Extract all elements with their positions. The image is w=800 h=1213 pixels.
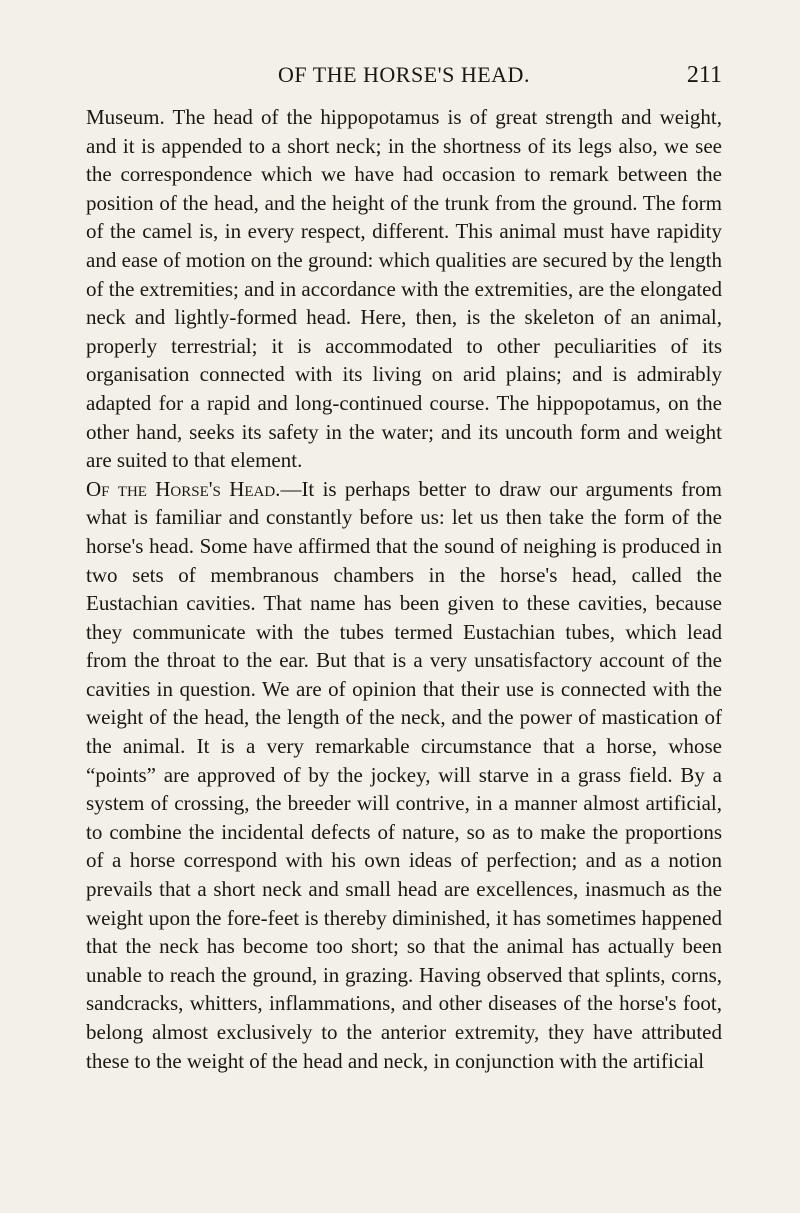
section-heading: Of the Horse's Head. [86, 476, 281, 501]
paragraph-museum: Museum. The head of the hippopotamus is of great strength and weight, and it is appended to a short neck; in the shortness of its legs also, we see the correspondence which we have had occasion to remark between the position of the head, and the height of the trunk from the ground. The form of the camel is, in every respect, different. This animal must have rapidity and ease of motion on the ground: which qualities are secured by the length of the extremities; and in accordance with the extremities, are the elongated neck and lightly-formed head. Here, then, is the skeleton of an animal, properly terrestrial; it is accommodated to other peculiarities of its organisation connected with its living on arid plains; and is admirably adapted for a rapid and long-continued course. The hippopotamus, on the other hand, seeks its safety in the water; and its uncouth form and weight are suited to that element. [86, 105, 722, 473]
running-title: OF THE HORSE'S HEAD. [278, 62, 530, 87]
body-text [86, 103, 722, 1075]
page-number: 211 [686, 62, 722, 88]
paragraph-horses-head [86, 475, 722, 1075]
paragraph-text: —It is perhaps better to draw our arguments from what is familiar and constantly before us: let us then take the form of the horse's head. Some have affirmed that the sound of neighing is produced in two sets of membranous chambers in the horse's head, called the Eustachian cavities. That name has been given to these cavities, because they communicate with the tubes termed Eustachian tubes, which lead from the throat to the ear. But that is a very unsatisfactory account of the cavities in question. We are of opinion that their use is connected with the weight of the head, the length of the neck, and the power of mastication of the animal. It is a very remarkable circumstance that a horse, whose “points” are approved of by the jockey, will starve in a grass field. By a system of crossing, the breeder will contrive, in a manner almost artificial, to combine the incidental defects of nature, so as to make the proportions of a horse correspond with his own ideas of perfection; and as a notion prevails that a short neck and small head are excellences, inasmuch as the weight upon the fore-feet is thereby diminished, it has sometimes happened that the neck has become too short; so that the animal has actually been unable to reach the ground, in grazing. Having observed that splints, corns, sandcracks, whitters, inflammations, and other diseases of the horse's foot, belong almost exclusively to the anterior extremity, they have attributed these to the weight of the head and neck, in conjunction with the artificial [86, 476, 722, 1073]
running-head [86, 58, 722, 92]
